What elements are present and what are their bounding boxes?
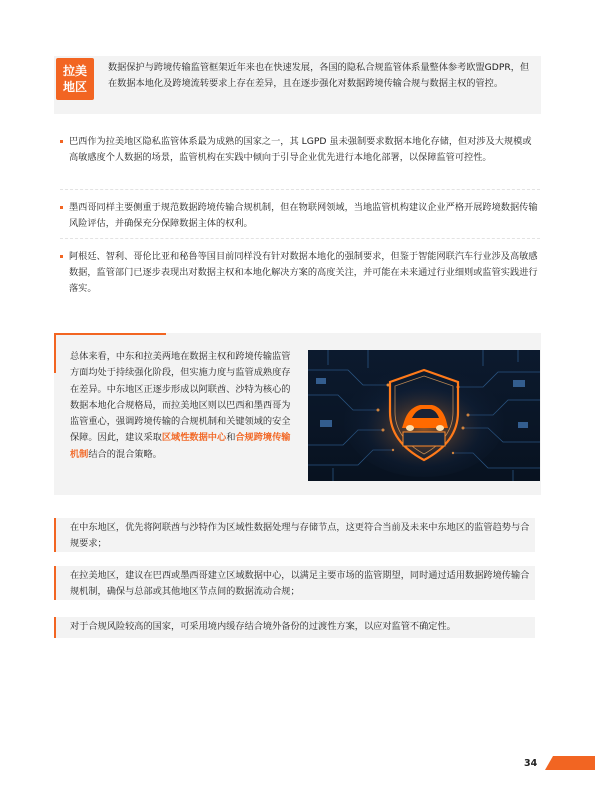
bullet-marker (60, 206, 63, 209)
page-number: 34 (524, 758, 538, 769)
summary-accent-left (54, 333, 56, 373)
recommendation-text: 在中东地区，优先将阿联酋与沙特作为区域性数据处理与存储节点，这更符合当前及未来中东地区的监管趋势与合规要求； (70, 522, 530, 549)
summary-text (70, 349, 292, 463)
bullet-marker (60, 255, 63, 258)
region-tag (56, 58, 94, 100)
divider (60, 189, 540, 190)
divider (60, 238, 540, 239)
bullet-text: 墨西哥同样主要侧重于规范数据跨境传输合规机制，但在物联网领域，当地监管机构建议企业严格开展跨境数据传输风险评估，并确保充分保障数据主体的权利。 (69, 202, 538, 229)
summary-text-before: 总体来看，中东和拉美两地在数据主权和跨境传输监管方面均处于持续强化阶段，但实施力度与监管成熟度存在差异。中东地区正逐步形成以阿联酋、沙特为核心的数据本地化合规格局，而拉美地区则以巴西和墨西哥为监管重心，强调跨境传输的合规机制和关键领域的安全保障。因此，建议采取 (70, 351, 291, 444)
recommendation-latam (54, 566, 535, 600)
summary-highlight-transfer: 合规跨境传输机制 (70, 432, 291, 460)
summary-highlight-datacenter: 区域性数据中心 (161, 432, 227, 444)
region-intro-text: 数据保护与跨境传输监管框架近年来也在快速发展，各国的隐私合规监管体系量整体参考欧盟GDPR，但在数据本地化及跨境流转要求上存在差异，且在逐步强化对数据跨境传输合规与数据主权的管控。 (108, 62, 530, 89)
summary-text-after: 结合的混合策略。 (88, 448, 162, 460)
region-tag-line1: 拉美 (62, 64, 87, 78)
recommendation-middle-east (54, 518, 535, 552)
recommendation-text: 在拉美地区，建议在巴西或墨西哥建立区域数据中心，以满足主要市场的监管期望，同时通过适用数据跨境传输合规机制，确保与总部或其他地区节点间的数据流动合规； (70, 570, 530, 597)
recommendation-text: 对于合规风险较高的国家，可采用境内缓存结合境外备份的过渡性方案，以应对监管不确定性。 (70, 621, 456, 632)
bullet-text: 巴西作为拉美地区隐私监管体系最为成熟的国家之一，其 LGPD 虽未强制要求数据本地化存储，但对涉及大规模或高敏感度个人数据的场景，监管机构在实践中倾向于引导企业优先进行本地化部署，以保障监管可控性。 (69, 136, 532, 163)
recommendation-high-risk (54, 617, 535, 638)
region-tag-line2: 地区 (62, 80, 87, 94)
bullet-marker (60, 140, 63, 143)
summary-accent-top (54, 333, 166, 335)
bullet-text: 阿根廷、智利、哥伦比亚和秘鲁等国目前同样没有针对数据本地化的强制要求，但鉴于智能网联汽车行业涉及高敏感数据，监管部门已逐步表现出对数据主权和本地化解决方案的高度关注，并可能在未来通过行业细则或监管实践进行落实。 (69, 251, 538, 294)
summary-text-mid: 和 (226, 432, 236, 444)
page-accent-bar (545, 756, 595, 770)
smart-car-chip-image (308, 350, 540, 481)
